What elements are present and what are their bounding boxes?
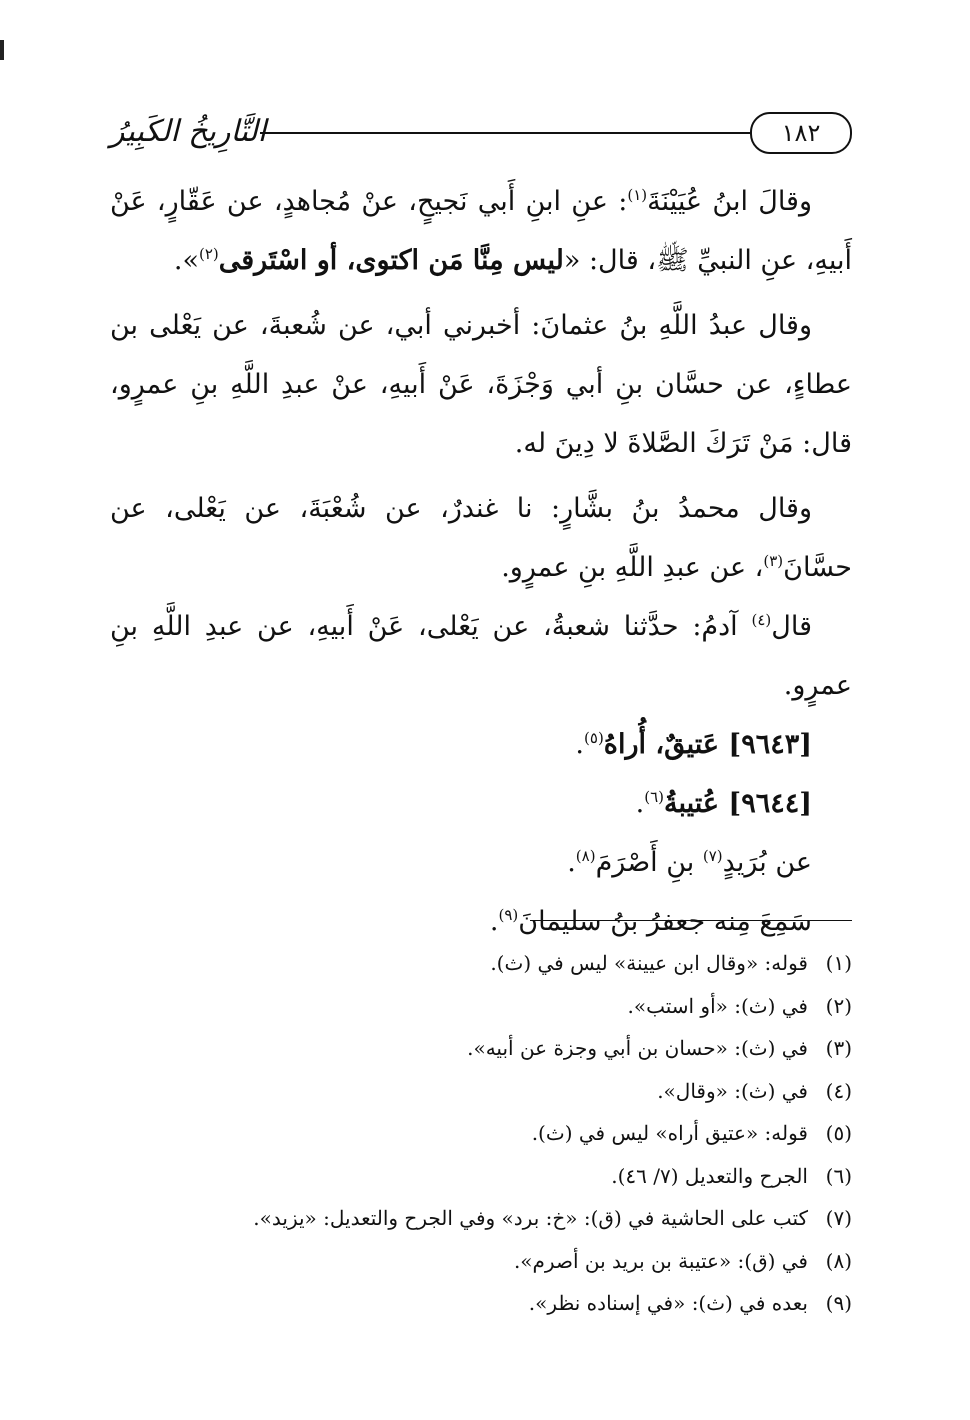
entry-heading: [٩٦٤٤] عُتيبةُ <box>664 788 812 819</box>
text: وقالَ ابنُ عُيَيْنَةَ <box>647 186 812 217</box>
footnote-ref-6: (٦) <box>644 788 664 806</box>
paragraph-3 <box>110 479 852 597</box>
footnote-ref-3: (٣) <box>763 552 784 570</box>
text: . <box>575 729 585 760</box>
hadith-text: ليس مِنَّا مَن اكتوى، أو اسْتَرقى <box>218 245 564 276</box>
entry-9644 <box>110 774 852 833</box>
footnote-number: (٤) <box>825 1078 852 1103</box>
footnote-number: (٦) <box>825 1163 852 1188</box>
footnote-4 <box>152 1070 852 1113</box>
footnote-1 <box>152 942 852 985</box>
footnote-text: في (ث): «حسان بن أبي وجزة عن أبيه». <box>467 1036 808 1060</box>
paragraph-4 <box>110 597 852 715</box>
main-text <box>110 172 852 951</box>
footnote-text: الجرح والتعديل (٧/ ٤٦). <box>611 1163 808 1188</box>
footnote-text: في (ث): «وقال». <box>657 1078 808 1103</box>
footnote-text: بعده في (ث): «في إسناده نظر». <box>528 1291 808 1315</box>
paragraph-1 <box>110 172 852 290</box>
text: آدمُ: حدَّثنا شعبةُ، عن يَعْلى، عَنْ أَبيهِ، عن عبدِ اللَّهِ بنِ عمرٍو. <box>110 611 852 701</box>
entry-9643 <box>110 715 852 774</box>
page-number-badge: ١٨٢ <box>750 112 852 154</box>
text: . <box>489 906 499 937</box>
footnote-9 <box>152 1282 852 1325</box>
footnote-text: كتب على الحاشية في (ق): «خ: برد» وفي الجرح والتعديل: «يزيد». <box>253 1206 808 1230</box>
text: بنِ أَصْرَمَ <box>595 847 703 878</box>
footnote-text: في (ث): «أو استب». <box>627 993 808 1018</box>
footnote-text: في (ق): «عتيبة بن بريد بن أصرم». <box>513 1248 808 1273</box>
footnote-8 <box>152 1240 852 1283</box>
footnote-5 <box>152 1112 852 1155</box>
footnote-ref-7: (٧) <box>702 847 723 865</box>
footnote-7 <box>152 1197 852 1240</box>
footnote-6 <box>152 1155 852 1198</box>
text: سَمِعَ مِنه جعفرُ بنُ سليمانَ <box>518 906 812 937</box>
margin-mark <box>0 40 4 60</box>
footnotes <box>152 942 852 1325</box>
text: . <box>567 847 576 878</box>
entry-line-3 <box>110 833 852 892</box>
footnote-ref-5: (٥) <box>584 729 604 747</box>
footnote-number: (٥) <box>825 1121 852 1145</box>
entry-heading: [٩٦٤٣] عَتيقٌ، أُراهُ <box>603 729 812 760</box>
page-header <box>110 112 852 162</box>
header-rule <box>260 132 750 134</box>
footnote-2 <box>152 985 852 1028</box>
footnote-ref-2: (٢) <box>198 245 219 263</box>
text: ، عن عبدِ اللَّهِ بنِ عمرٍو. <box>501 552 764 583</box>
text: عن بُرَيدٍ <box>722 847 812 878</box>
footnote-ref-8: (٨) <box>575 847 596 865</box>
footnote-text: قوله: «وقال ابن عيينة» ليس في (ث). <box>490 951 808 975</box>
footnote-ref-9: (٩) <box>498 906 519 924</box>
paragraph-2: وقال عبدُ اللَّهِ بنُ عثمانَ: أخبرني أبي، عن شُعبةَ، عن يَعْلى بن عطاءٍ، عن حسَّان بنِ أبي وَجْزَةَ، عَنْ أَبيهِ، عنْ عبدِ اللَّهِ بنِ عمرٍو، قال: مَنْ تَرَكَ الصَّلاةَ لا دِينَ له. <box>110 310 852 459</box>
book-title: التَّارِيخُ الكَبِيرُ <box>110 114 267 149</box>
footnote-ref-1: (١) <box>627 186 648 204</box>
footnote-number: (٢) <box>825 993 852 1018</box>
text: قال <box>771 611 812 642</box>
footnote-text: قوله: «عتيق أراه» ليس في (ث). <box>531 1121 808 1145</box>
footnote-ref-4: (٤) <box>751 611 772 629</box>
text: . <box>635 788 645 819</box>
footnote-separator <box>530 920 852 921</box>
footnote-number: (٨) <box>825 1248 852 1273</box>
footnote-3 <box>152 1027 852 1070</box>
footnote-number: (٩) <box>825 1291 852 1315</box>
footnote-number: (١) <box>825 951 852 975</box>
text: ». <box>173 245 199 276</box>
text: وقال محمدُ بنُ بشَّارٍ: نا غندرٌ، عن شُعْبَةَ، عن يَعْلى، عن حسَّانَ <box>110 493 852 583</box>
text: : عنِ ابنِ أَبي نَجيحٍ، عنْ مُجاهدٍ، عن عَقّارٍ، عَنْ أَبيهِ، عنِ النبيِّ ﷺ، قال: « <box>110 186 852 276</box>
footnote-number: (٧) <box>825 1206 852 1230</box>
footnote-number: (٣) <box>825 1036 852 1060</box>
